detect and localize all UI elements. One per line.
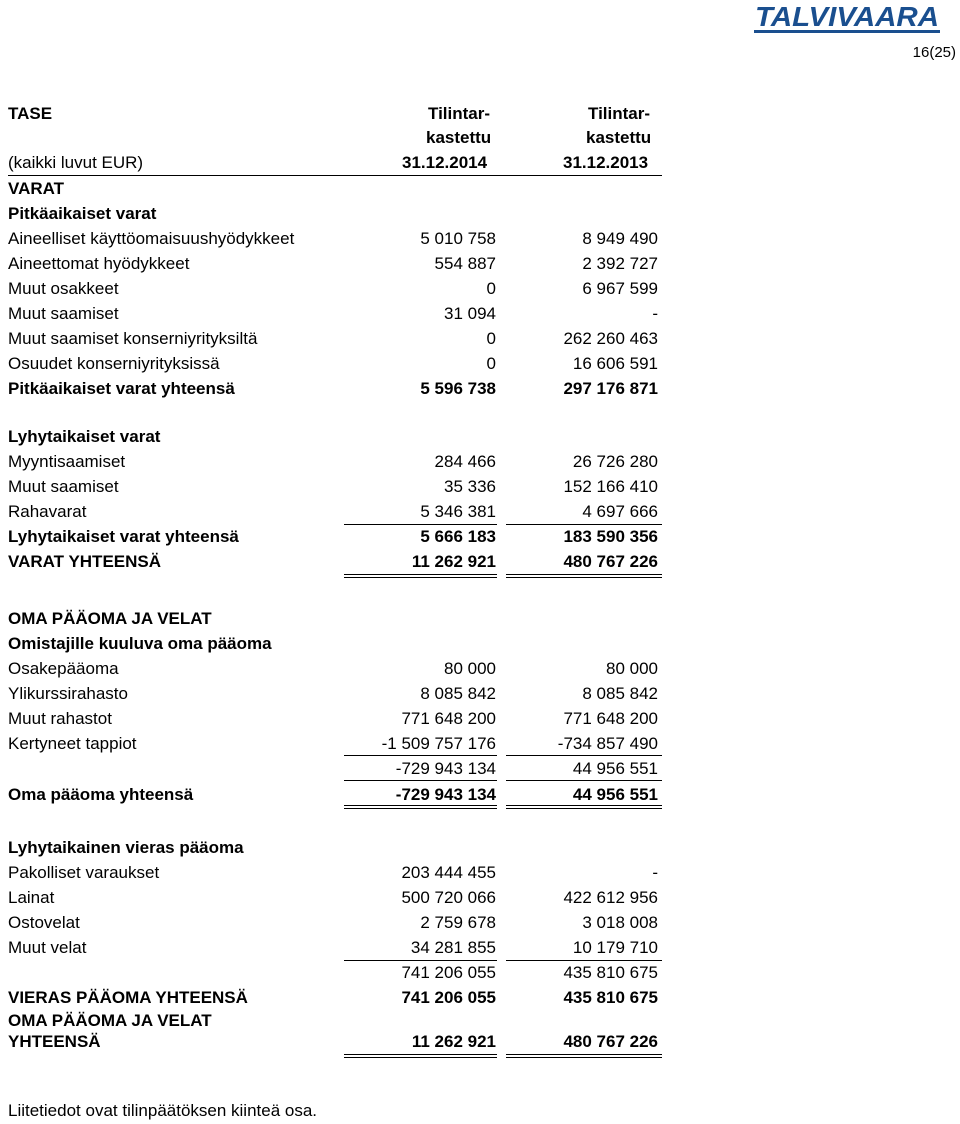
col1-header-top: Tilintar- [428,104,491,123]
table-row [8,885,662,910]
double-rule-col1-total-a [344,1054,497,1055]
rule-col2-muutvelat [506,960,662,961]
talvivaara-logo [754,0,940,34]
table-row [8,910,662,935]
value-2013: 262 260 463 [563,329,658,348]
table-row [8,731,662,756]
value-2014: 741 206 055 [401,988,496,1007]
value-2014: -1 509 757 176 [381,734,496,753]
value-2013: 297 176 871 [563,379,658,398]
row-label: Lainat [8,888,55,907]
double-rule-col2-oma-b [506,808,662,809]
row-label: VARAT YHTEENSÄ [8,552,162,571]
value-2013: 435 810 675 [563,963,658,982]
row-label: Pitkäaikaiset varat yhteensä [8,379,235,398]
value-2014: 2 759 678 [420,913,496,932]
value-2014: 0 [486,329,496,348]
col2-date: 31.12.2013 [563,153,649,172]
double-rule-col1-varat-b [344,577,497,578]
double-rule-col2-total-b [506,1057,662,1058]
rule-col1-rahavarat [344,524,497,525]
value-2014: 741 206 055 [401,963,496,982]
table-row [8,376,662,401]
value-2014: 284 466 [434,452,496,471]
row-label: OMA PÄÄOMA JA VELAT [8,1011,212,1030]
value-2013: 3 018 008 [582,913,658,932]
value-2013: -734 857 490 [557,734,658,753]
value-2013: 8 085 842 [582,684,658,703]
col2-header-mid: kastettu [586,128,652,147]
double-rule-col1-oma-b [344,808,497,809]
value-2014: 5 596 738 [420,379,496,398]
value-2014: 31 094 [444,304,496,323]
rule-col1-muutvelat [344,960,497,961]
row-label: Oma pääoma yhteensä [8,785,194,804]
double-rule-col1-oma-a [344,805,497,806]
table-row [8,276,662,301]
value-2014: 80 000 [444,659,496,678]
value-2013: - [652,304,658,323]
value-2013: 480 767 226 [563,552,658,571]
table-row [8,401,662,426]
rule-col1-tappiot [344,755,497,756]
table-row [8,656,662,681]
table-row [8,807,662,832]
value-2014: 203 444 455 [401,863,496,882]
row-label: Muut saamiset konserniyrityksiltä [8,329,258,348]
row-label: Lyhytaikainen vieras pääoma [8,838,244,857]
row-label: Lyhytaikaiset varat yhteensä [8,527,239,546]
page-number: 16(25) [912,44,956,61]
footer-note: Liitetiedot ovat tilinpäätöksen kiinteä osa. [8,1101,318,1120]
table-row [8,251,662,276]
row-label: Ostovelat [8,913,80,932]
table-row [8,631,662,656]
currency-note: (kaikki luvut EUR) [8,153,144,172]
value-2013: 26 726 280 [572,452,658,471]
row-label: Osuudet konserniyrityksissä [8,354,220,373]
double-rule-col2-oma-a [506,805,662,806]
table-row [8,424,662,449]
double-rule-col2-varat-b [506,577,662,578]
table-row [8,1029,662,1054]
value-2014: 0 [486,354,496,373]
table-row [8,549,662,574]
table-row [8,351,662,376]
row-label: Muut rahastot [8,709,112,728]
row-label: Ylikurssirahasto [8,684,128,703]
double-rule-col2-total-a [506,1054,662,1055]
table-row [8,201,662,226]
logo-text: TALVIVAARA [755,1,939,32]
value-2014: 771 648 200 [401,709,496,728]
row-label: Muut saamiset [8,304,119,323]
double-rule-col1-total-b [344,1057,497,1058]
value-2013: 2 392 727 [582,254,658,273]
balance-sheet-title: TASE [8,104,53,123]
row-label: Kertyneet tappiot [8,734,137,753]
row-label: Osakepääoma [8,659,119,678]
row-label: VARAT [8,179,65,198]
col2-header-top: Tilintar- [588,104,651,123]
table-row [8,524,662,549]
value-2014: 5 346 381 [420,502,496,521]
value-2013: 6 967 599 [582,279,658,298]
value-2013: 44 956 551 [572,759,658,778]
row-label: VIERAS PÄÄOMA YHTEENSÄ [8,988,248,1007]
rule-col2-subtotal [506,780,662,781]
row-label: Lyhytaikaiset varat [8,427,161,446]
double-rule-col2-varat-a [506,574,662,575]
header-underline [8,175,662,176]
value-2013: 152 166 410 [563,477,658,496]
row-label: Myyntisaamiset [8,452,126,471]
value-2013: 44 956 551 [572,785,658,804]
row-label: OMA PÄÄOMA JA VELAT [8,609,212,628]
col1-date: 31.12.2014 [402,153,488,172]
value-2013: 8 949 490 [582,229,658,248]
double-rule-col1-varat-a [344,574,497,575]
table-row [8,835,662,860]
row-label: Aineelliset käyttöomaisuushyödykkeet [8,229,295,248]
value-2013: 183 590 356 [563,527,658,546]
row-label: Pitkäaikaiset varat [8,204,157,223]
row-label: YHTEENSÄ [8,1032,101,1051]
row-label: Pakolliset varaukset [8,863,160,882]
rule-col1-subtotal [344,780,497,781]
row-label: Muut saamiset [8,477,119,496]
value-2013: 80 000 [606,659,658,678]
table-row [8,706,662,731]
table-row [8,756,662,781]
value-2014: 500 720 066 [401,888,496,907]
value-2014: -729 943 134 [395,785,496,804]
value-2014: 554 887 [434,254,496,273]
value-2014: 8 085 842 [420,684,496,703]
row-label: Rahavarat [8,502,87,521]
table-row [8,935,662,960]
value-2013: 435 810 675 [563,988,658,1007]
value-2013: 16 606 591 [572,354,658,373]
table-row [8,474,662,499]
col1-header-mid: kastettu [426,128,492,147]
table-row [8,681,662,706]
value-2013: - [652,863,658,882]
table-row [8,226,662,251]
value-2013: 4 697 666 [582,502,658,521]
value-2013: 480 767 226 [563,1032,658,1051]
table-row [8,449,662,474]
value-2014: 11 262 921 [411,552,496,571]
row-label: Muut velat [8,938,87,957]
value-2013: 10 179 710 [572,938,658,957]
value-2014: 5 010 758 [420,229,496,248]
value-2013: 422 612 956 [563,888,658,907]
table-row [8,499,662,524]
row-label: Omistajille kuuluva oma pääoma [8,634,272,653]
table-row [8,606,662,631]
table-row [8,985,662,1010]
rule-col2-tappiot [506,755,662,756]
value-2014: 5 666 183 [420,527,496,546]
table-row [8,960,662,985]
row-label: Muut osakkeet [8,279,119,298]
row-label: Aineettomat hyödykkeet [8,254,190,273]
rule-col2-rahavarat [506,524,662,525]
table-row [8,326,662,351]
table-row [8,176,662,201]
value-2014: 11 262 921 [411,1032,496,1051]
table-row [8,301,662,326]
value-2014: -729 943 134 [395,759,496,778]
table-row [8,860,662,885]
value-2013: 771 648 200 [563,709,658,728]
value-2014: 34 281 855 [410,938,496,957]
value-2014: 35 336 [444,477,496,496]
table-row [8,782,662,807]
value-2014: 0 [486,279,496,298]
